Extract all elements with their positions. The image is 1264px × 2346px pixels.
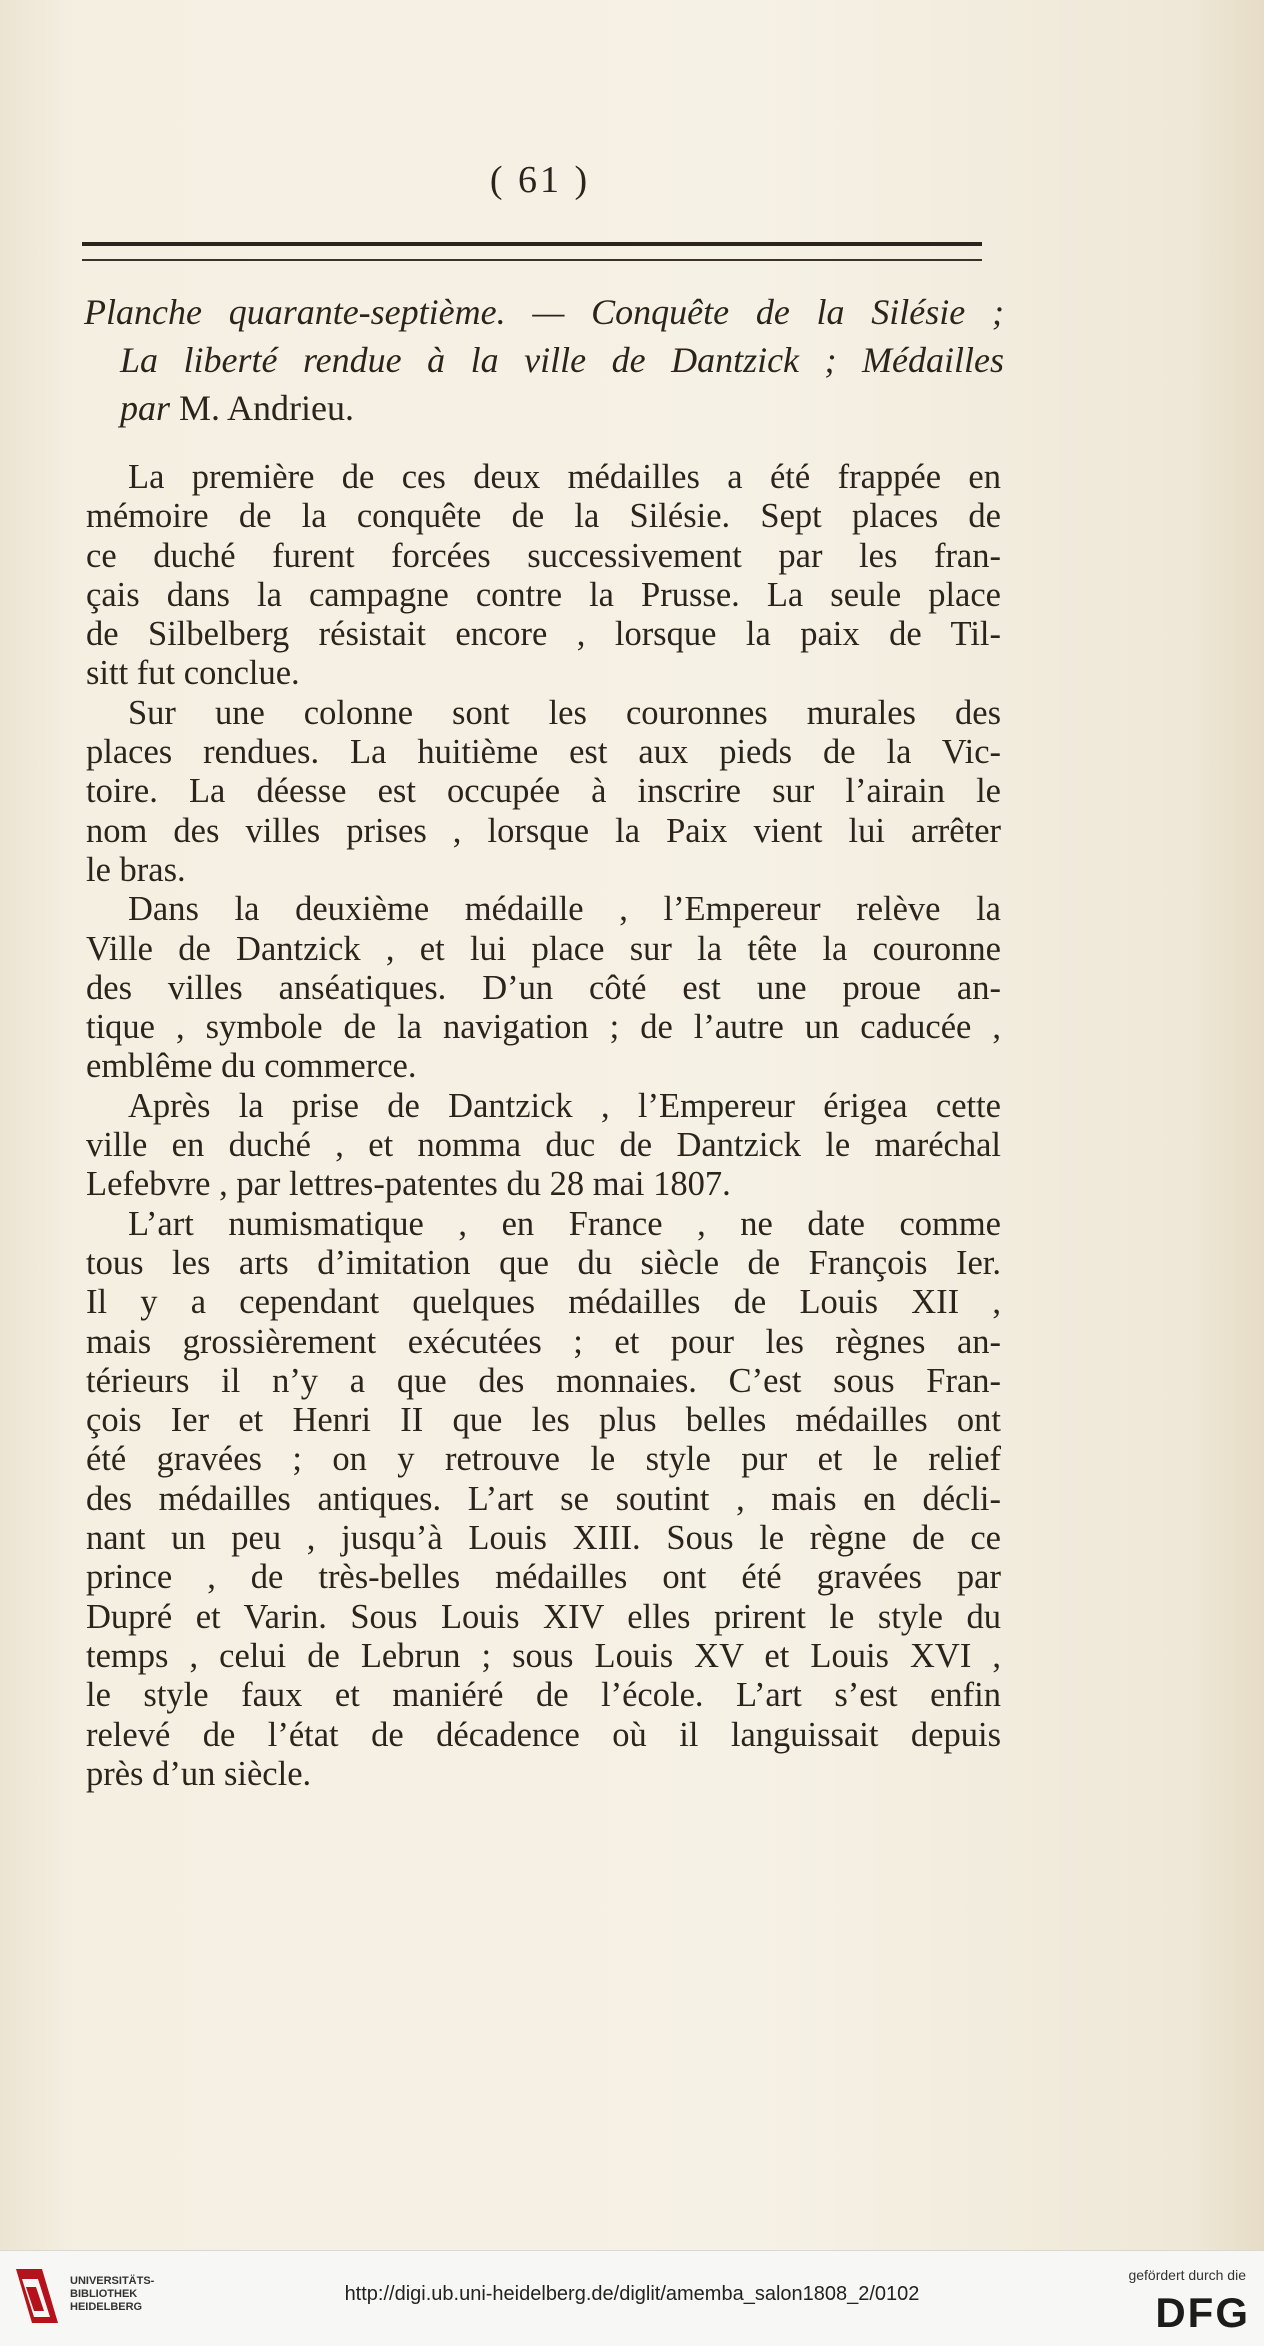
heading-line-3 (84, 384, 1004, 432)
text-line: Après la prise de Dantzick , l’Empereur érigea cette (128, 1086, 1001, 1125)
text-line: Sur une colonne sont les couronnes murales des (128, 693, 1001, 732)
text-line: toire. La déesse est occupée à inscrire sur l’airain le (86, 772, 1001, 811)
text-line: nant un peu , jusqu’à Louis XIII. Sous le règne de ce (86, 1519, 1001, 1558)
heading-line-1: Planche quarante-septième. — Conquête de la Silésie ; (84, 292, 1004, 332)
header-rule-thin (82, 259, 982, 261)
text-line: temps , celui de Lebrun ; sous Louis XV et Louis XVI , (86, 1636, 1001, 1675)
text-line: relevé de l’état de décadence où il languissait depuis (86, 1715, 1001, 1754)
text-line: çais dans la campagne contre la Prusse. La seule place (86, 575, 1001, 614)
text-line: emblême du commerce. (86, 1047, 417, 1086)
text-line: près d’un siècle. (86, 1754, 312, 1793)
heading-par: par (120, 388, 171, 428)
text-line: Lefebvre , par lettres-patentes du 28 mai 1807. (86, 1165, 731, 1204)
heading-line-2: La liberté rendue à la ville de Dantzick ; Médailles (120, 340, 1004, 380)
text-line: ville en duché , et nomma duc de Dantzick le maréchal (86, 1126, 1001, 1165)
text-line: de Silbelberg résistait encore , lorsque la paix de Til- (86, 615, 1001, 654)
text-line: le style faux et maniéré de l’école. L’art s’est enfin (86, 1676, 1001, 1715)
institution-line: HEIDELBERG (70, 2301, 143, 2313)
funding-note: gefördert durch die (1128, 2267, 1246, 2283)
text-line: térieurs il n’y a que des monnaies. C’est sous Fran- (86, 1361, 1001, 1400)
text-line: Ville de Dantzick , et lui place sur la tête la couronne (86, 929, 1001, 968)
text-line: La première de ces deux médailles a été frappée en (128, 458, 1001, 496)
institution-line: BIBLIOTHEK (70, 2288, 138, 2300)
text-line: Dupré et Varin. Sous Louis XIV elles prirent le style du (86, 1597, 1001, 1636)
header-rule-thick (82, 242, 982, 246)
page-number: ( 61 ) (489, 159, 591, 201)
text-line: sitt fut conclue. (86, 654, 300, 693)
text-line: places rendues. La huitième est aux pieds de la Vic- (86, 733, 1001, 772)
text-line: çois Ier et Henri II que les plus belles médailles ont (86, 1401, 1001, 1440)
text-line: L’art numismatique , en France , ne date comme (128, 1204, 1001, 1243)
dfg-logo: DFG (1155, 2289, 1250, 2336)
text-line: ce duché furent forcées successivement par les fran- (86, 536, 1001, 575)
text-line: nom des villes prises , lorsque la Paix vient lui arrêter (86, 811, 1001, 850)
text-line: le bras. (86, 850, 186, 889)
permalink-url[interactable]: http://digi.ub.uni-heidelberg.de/diglit/amemba_salon1808_2/0102 (344, 2283, 920, 2305)
text-line: des médailles antiques. L’art se soutint , mais en décli- (86, 1479, 1001, 1518)
text-line: mémoire de la conquête de la Silésie. Sept places de (86, 497, 1001, 536)
text-line: prince , de très-belles médailles ont été gravées par (86, 1558, 1001, 1597)
text-line: mais grossièrement exécutées ; et pour les règnes an- (86, 1322, 1001, 1361)
text-line: tous les arts d’imitation que du siècle de François Ier. (86, 1243, 1001, 1282)
viewer-footer (0, 2250, 1264, 2346)
body-text (86, 458, 1001, 1794)
text-line: tique , symbole de la navigation ; de l’autre un caducée , (86, 1008, 1001, 1047)
text-line: Dans la deuxième médaille , l’Empereur relève la (128, 890, 1001, 929)
institution-line: UNIVERSITÄTS- (70, 2275, 155, 2287)
text-line: Il y a cependant quelques médailles de Louis XII , (86, 1283, 1001, 1322)
text-line: des villes anséatiques. D’un côté est une proue an- (86, 968, 1001, 1007)
text-line: été gravées ; on y retrouve le style pur et le relief (86, 1440, 1001, 1479)
plate-heading (84, 288, 1004, 432)
heading-author: M. Andrieu. (179, 388, 355, 428)
